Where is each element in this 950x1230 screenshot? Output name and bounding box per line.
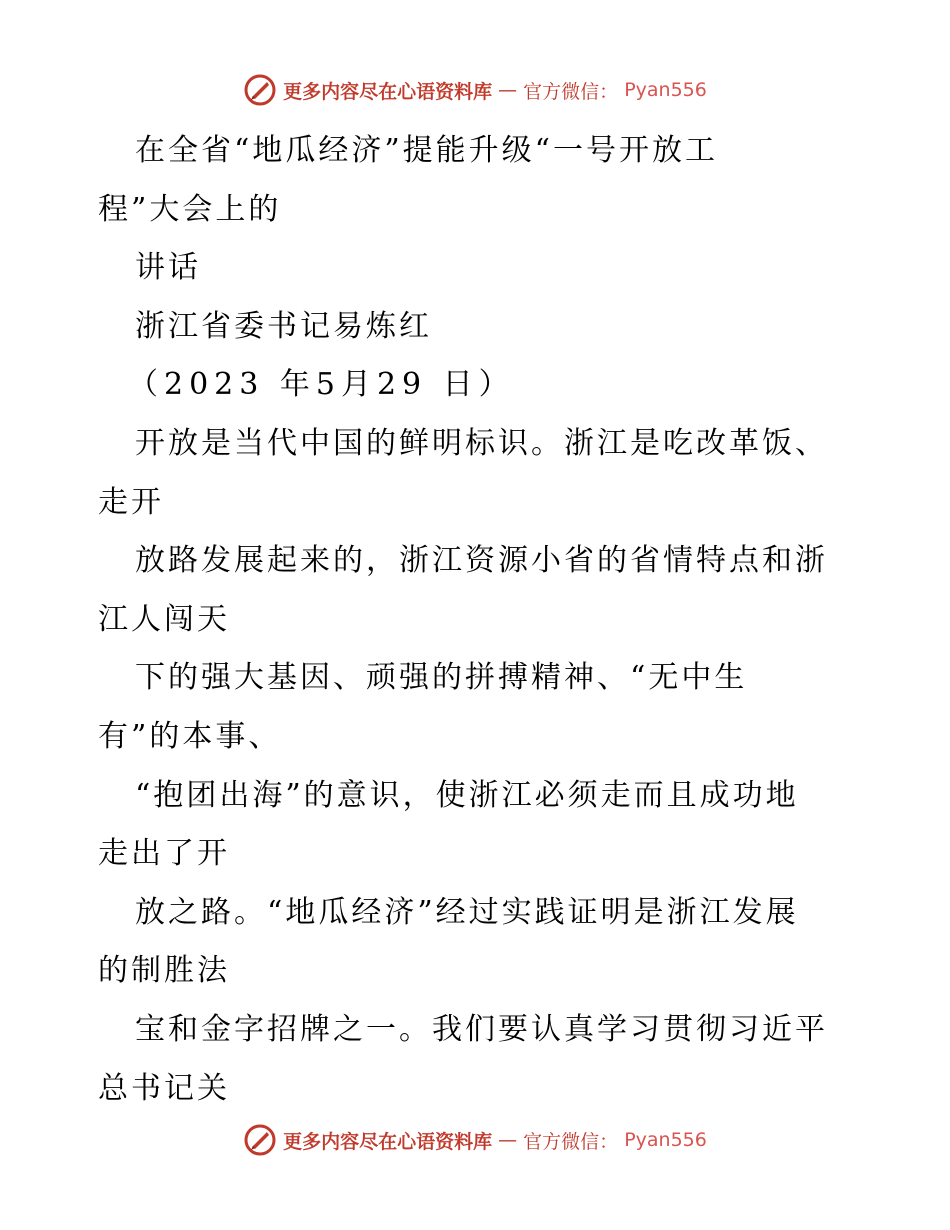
watermark-wechat-label: 官方微信： bbox=[523, 80, 619, 103]
watermark-header bbox=[0, 70, 950, 110]
watermark-wechat-id: Pyan556 bbox=[624, 79, 707, 101]
paragraph-line: 走开 bbox=[98, 484, 164, 520]
paragraph-line: 走出了开 bbox=[98, 836, 230, 872]
paragraph-line: “抱团出海”的意识，使浙江必须走而且成功地 bbox=[135, 777, 799, 813]
paragraph-line: 下的强大基因、顽强的拼搏精神、“无中生 bbox=[135, 660, 748, 696]
watermark-main-text: 更多内容尽在心语资料库 bbox=[283, 80, 493, 103]
document-body bbox=[0, 122, 950, 1118]
paragraph-line: 江人闯天 bbox=[98, 601, 230, 637]
paragraph-line: 的制胜法 bbox=[98, 953, 230, 989]
date-line: （2023 年5月29 日） bbox=[128, 367, 515, 403]
watermark-dash: — bbox=[498, 1129, 518, 1151]
paragraph-line: 宝和金字招牌之一。我们要认真学习贯彻习近平 bbox=[135, 1011, 828, 1047]
paragraph-line: 开放是当代中国的鲜明标识。浙江是吃改革饭、 bbox=[135, 425, 828, 461]
feather-pen-circle-icon bbox=[243, 73, 277, 107]
title-line-1: 在全省“地瓜经济”提能升级“一号开放工 bbox=[135, 133, 719, 168]
author-line: 浙江省委书记易炼红 bbox=[135, 308, 432, 344]
paragraph-line: 放之路。“地瓜经济”经过实践证明是浙江发展 bbox=[135, 894, 799, 930]
watermark-main-text: 更多内容尽在心语资料库 bbox=[283, 1130, 493, 1153]
paragraph-line: 总书记关 bbox=[98, 1070, 230, 1106]
title-line-3: 讲话 bbox=[135, 250, 201, 286]
watermark-footer bbox=[0, 1120, 950, 1160]
watermark-dash: — bbox=[498, 79, 518, 101]
feather-pen-circle-icon bbox=[243, 1123, 277, 1157]
watermark-wechat-label: 官方微信： bbox=[523, 1130, 619, 1153]
paragraph-line: 放路发展起来的，浙江资源小省的省情特点和浙 bbox=[135, 543, 828, 579]
title-line-2: 程”大会上的 bbox=[98, 191, 282, 227]
watermark-wechat-id: Pyan556 bbox=[624, 1129, 707, 1151]
paragraph-line: 有”的本事、 bbox=[98, 718, 282, 754]
